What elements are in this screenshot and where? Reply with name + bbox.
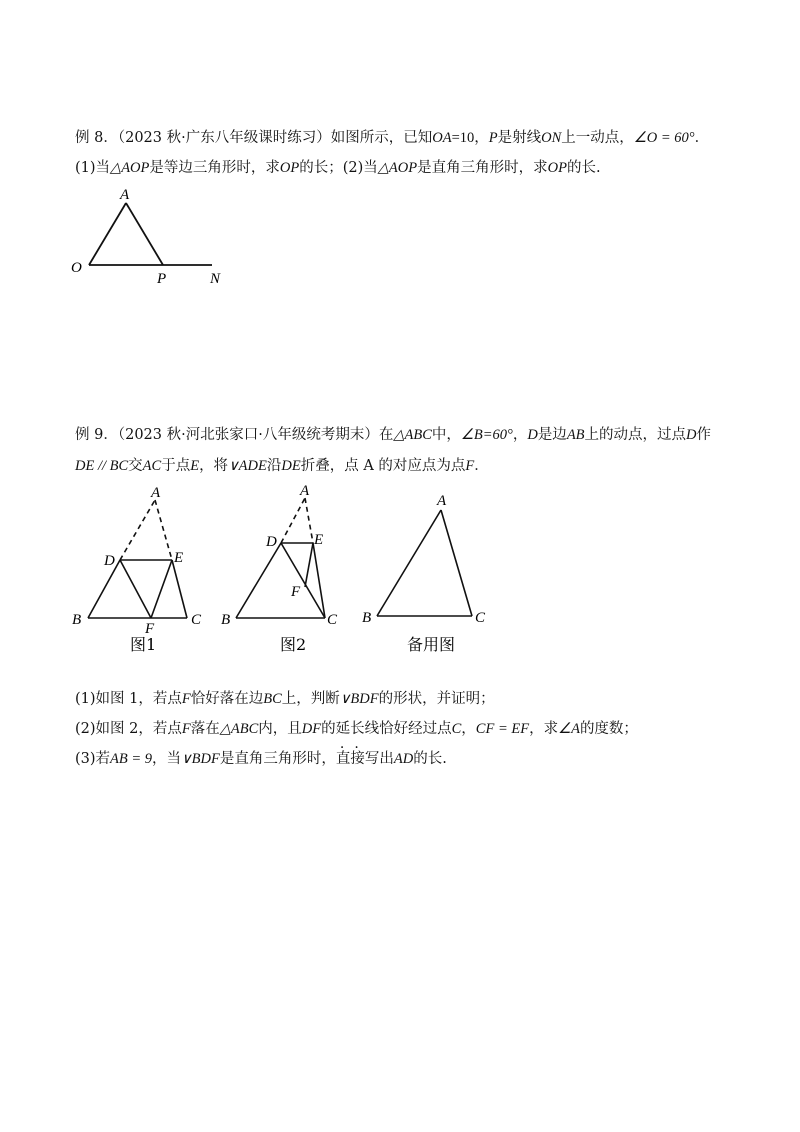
- math-DE: DE: [281, 458, 301, 474]
- math-tri-ADE: ∨ADE: [228, 458, 267, 474]
- q9-text: 是直角三角形时，: [219, 751, 336, 767]
- caption-figure2: 图2: [280, 635, 307, 654]
- math-tri-ABC: △ABC: [393, 427, 432, 443]
- label-C: C: [475, 610, 486, 626]
- ex9-text: 在: [378, 427, 394, 443]
- label-D: D: [104, 553, 115, 569]
- ex8-sep: ，: [474, 130, 489, 146]
- math-E: E: [190, 458, 200, 474]
- label-O: O: [71, 260, 82, 276]
- math-DE-parallel-BC: DE // BC: [75, 458, 129, 474]
- math-angle-A: ∠A: [558, 721, 580, 737]
- caption-figure1: 图1: [130, 635, 157, 654]
- math-tri-AOP: △AOP: [110, 160, 150, 176]
- math-F: F: [181, 721, 191, 737]
- q9-text: 的延长线恰好经过点: [321, 721, 452, 737]
- math-tri-AOP: △AOP: [377, 160, 418, 176]
- ex9-line2: [75, 456, 489, 476]
- ex9-line1: [75, 425, 711, 445]
- q9-text: 上，判断: [281, 691, 340, 707]
- q9-text: ，: [461, 721, 476, 737]
- ex9-text: 中，: [431, 427, 461, 443]
- figure-ex8: [0, 0, 800, 300]
- ex9-text: 折叠，点 A 的对应点为点: [300, 458, 466, 474]
- segment-AP: [126, 203, 163, 265]
- math-tri-BDF: ∨BDF: [181, 751, 220, 767]
- fig9-spare-figure: [362, 493, 486, 654]
- ex9-text: 是边: [537, 427, 567, 443]
- segment-DF: [120, 560, 151, 618]
- label-A: A: [300, 483, 310, 499]
- math-F: F: [181, 691, 191, 707]
- ex8-q1: (1)当: [75, 160, 111, 176]
- ex9-text: 交: [128, 458, 143, 474]
- ex9-label: 例 9．: [75, 427, 118, 443]
- segment-BD: [236, 543, 281, 618]
- q9-text: 的度数；: [579, 721, 638, 737]
- ex9-text: 于点: [161, 458, 191, 474]
- label-A: A: [151, 485, 161, 501]
- ex9-text: ，: [512, 427, 528, 443]
- dashed-DA: [120, 500, 155, 560]
- ex8-text: 是射线: [497, 130, 542, 146]
- ex9-text: 沿: [266, 458, 282, 474]
- ex8-q2b: 是直角三角形时，求: [417, 160, 548, 176]
- math-F: F: [465, 458, 475, 474]
- q9-text: 落在: [190, 721, 220, 737]
- math-AB-eq-9: AB = 9: [110, 751, 153, 767]
- dashed-AE: [155, 500, 172, 560]
- label-N: N: [210, 271, 221, 287]
- math-AB: AB: [566, 427, 585, 443]
- ex8-text: 如图所示，已知: [330, 130, 433, 146]
- q9-text: ，当: [152, 751, 182, 767]
- math-tri-BDF: ∨BDF: [339, 691, 379, 707]
- q9-text: ，求: [529, 721, 559, 737]
- label-E: E: [314, 532, 324, 548]
- ex9-text: 上的动点，过点: [584, 427, 687, 443]
- dashed-AE: [305, 498, 313, 543]
- q9-text: 内，且: [258, 721, 302, 737]
- ex8-text: 上一动点，: [561, 130, 634, 146]
- math-angle-O: ∠O = 60°: [633, 130, 695, 146]
- math-ON: ON: [541, 130, 562, 146]
- label-C: C: [191, 612, 202, 628]
- segment-EC: [172, 560, 187, 618]
- label-F: F: [145, 621, 155, 637]
- q9-text: (3)若: [75, 751, 111, 767]
- label-D: D: [266, 534, 277, 550]
- q9-text: 的长.: [413, 751, 447, 767]
- ex8-label: 例 8．: [75, 130, 118, 146]
- emphasis-char: 接: [350, 751, 365, 767]
- q9-text: 恰好落在边: [190, 691, 264, 707]
- ex9-text: ，将: [199, 458, 229, 474]
- math-P: P: [488, 130, 498, 146]
- label-B: B: [72, 612, 82, 628]
- segment-OA: [89, 203, 126, 265]
- label-C: C: [327, 612, 338, 628]
- math-OP: OP: [547, 160, 567, 176]
- q9-part3: [75, 749, 447, 769]
- q9-text: (1)如图 1，若点: [75, 691, 182, 707]
- caption-spare: 备用图: [407, 635, 456, 654]
- fig9-figure1: [72, 485, 202, 654]
- ex8-q2c: 的长.: [566, 160, 601, 176]
- math-tri-ABC: △ABC: [219, 721, 259, 737]
- label-B: B: [362, 610, 372, 626]
- math-eq10: =10: [451, 130, 475, 146]
- q9-text: 的形状，并证明；: [378, 691, 495, 707]
- ex9-text: ．: [474, 458, 489, 474]
- label-P: P: [157, 271, 167, 287]
- math-AD: AD: [393, 751, 414, 767]
- math-D: D: [527, 427, 538, 443]
- segment-AC: [441, 510, 472, 616]
- segment-BA: [377, 510, 441, 616]
- math-OP: OP: [279, 160, 300, 176]
- math-C: C: [451, 721, 462, 737]
- label-E: E: [174, 550, 184, 566]
- figure-ex9: [0, 480, 800, 660]
- ex9-source: （2023 秋·河北张家口·八年级统考期末）: [117, 427, 379, 443]
- math-D: D: [686, 427, 697, 443]
- math-DF: DF: [301, 721, 322, 737]
- math-BC: BC: [263, 691, 282, 707]
- dashed-DA: [281, 498, 305, 543]
- fig9-figure2: [221, 483, 338, 654]
- label-A: A: [120, 187, 130, 203]
- q9-part1: [75, 689, 495, 709]
- ex9-text: 作: [696, 427, 712, 443]
- label-A: A: [437, 493, 447, 509]
- math-CF-eq-EF: CF = EF: [475, 721, 530, 737]
- math-AC: AC: [142, 458, 162, 474]
- emphasis-char: 直: [335, 751, 351, 767]
- ex8-source: （2023 秋·广东八年级课时练习）: [117, 130, 331, 146]
- math-OA: OA: [432, 130, 452, 146]
- q9-text: 写出: [364, 751, 394, 767]
- ex8-q1b: 是等边三角形时，求: [149, 160, 280, 176]
- q9-text: (2)如图 2，若点: [75, 721, 182, 737]
- label-F: F: [291, 584, 301, 600]
- segment-EF: [305, 543, 313, 587]
- ex8-q1c: 的长；(2)当: [299, 160, 378, 176]
- math-angle-B: ∠B=60°: [460, 427, 513, 443]
- ex8-end: ．: [694, 130, 710, 146]
- q9-part2: [75, 719, 638, 739]
- segment-EF: [151, 560, 172, 618]
- label-B: B: [221, 612, 231, 628]
